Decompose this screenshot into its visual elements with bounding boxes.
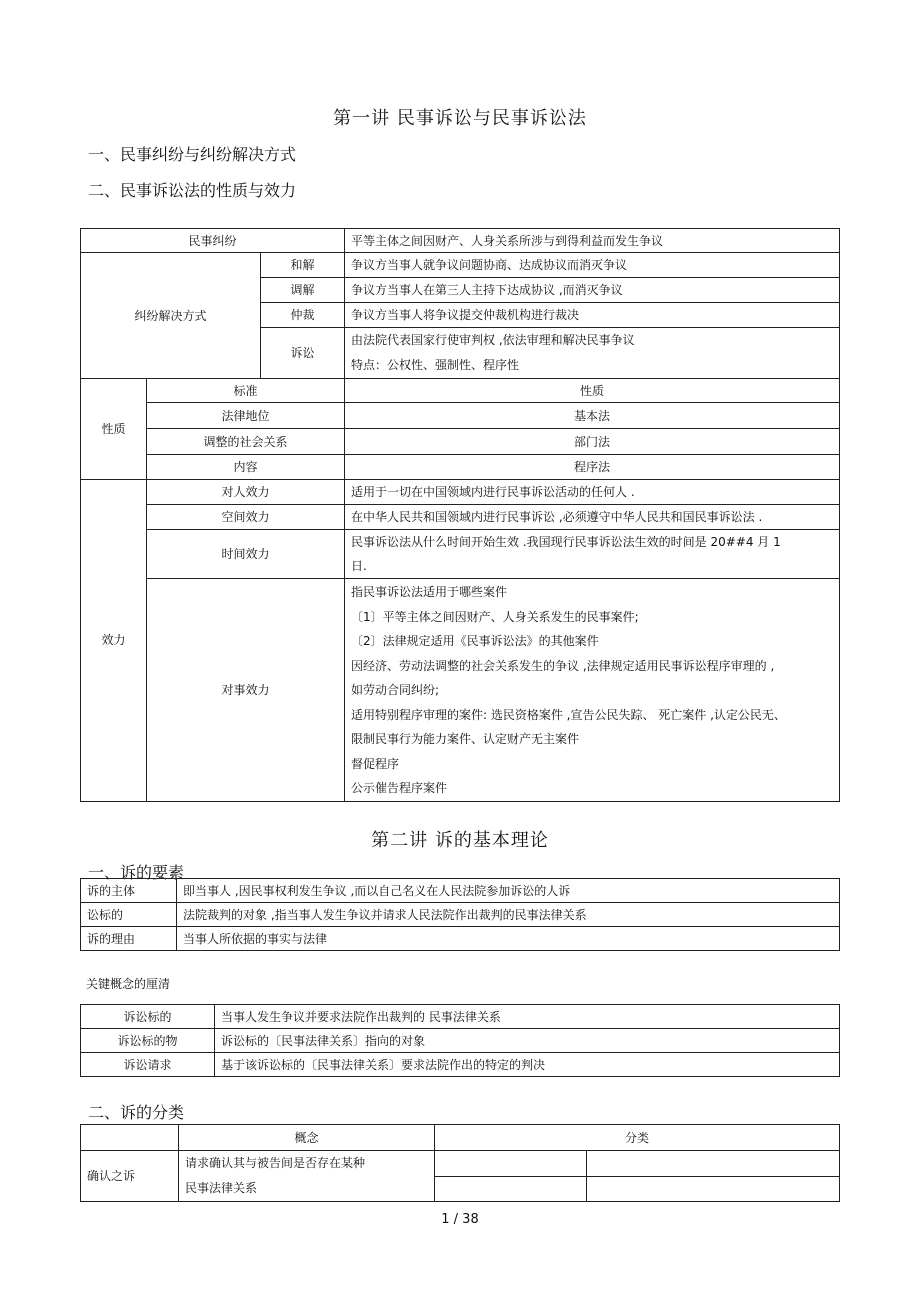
effect-matter-line: 适用特别程序审理的案件: 选民资格案件 ,宣告公民失踪、 死亡案件 ,认定公民无、 xyxy=(351,707,786,722)
litigation-features: 特点：公权性、强制性、程序性 xyxy=(351,358,520,372)
method-name: 和解 xyxy=(261,253,345,278)
nature-label: 性质 xyxy=(81,379,147,480)
method-name: 调解 xyxy=(261,278,345,303)
effect-person-desc: 适用于一切在中国领域内进行民事诉讼活动的任何人 . xyxy=(345,480,840,505)
method-name: 仲裁 xyxy=(261,303,345,328)
method-desc: 争议方当事人在第三人主持下达成协议 ,而消灭争议 xyxy=(345,278,840,303)
effect-space-desc: 在中华人民共和国领域内进行民事诉讼 ,必须遵守中华人民共和国民事诉讼法 . xyxy=(345,505,840,530)
nature-head-standard: 标准 xyxy=(147,379,345,403)
nature-value: 程序法 xyxy=(345,455,840,480)
effect-time-line: 日. xyxy=(351,559,367,573)
dispute-definition: 平等主体之间因财产、人身关系所涉与到得利益而发生争议 xyxy=(345,229,840,253)
dispute-label: 民事纠纷 xyxy=(81,229,345,253)
classification-head-concept: 概念 xyxy=(179,1125,435,1151)
classification-table xyxy=(80,1124,840,1202)
page-number: 1 / 38 xyxy=(441,1212,479,1227)
section-2-heading: 二、民事诉讼法的性质与效力 xyxy=(88,181,297,200)
effect-matter-line: 因经济、劳动法调整的社会关系发生的争议 ,法律规定适用民事诉讼程序审理的 , xyxy=(351,658,775,673)
effect-space-name: 空间效力 xyxy=(147,505,345,530)
litigation-desc: 由法院代表国家行使审判权 ,依法审理和解决民事争议 xyxy=(351,333,635,347)
element-key: 诉的理由 xyxy=(81,927,177,951)
classification-heading: 二、诉的分类 xyxy=(88,1103,185,1122)
nature-standard: 法律地位 xyxy=(147,403,345,429)
elements-table xyxy=(80,878,840,951)
lecture2-title: 第二讲 诉的基本理论 xyxy=(371,830,549,851)
concept-value: 诉讼标的〔民事法律关系〕指向的对象 xyxy=(215,1029,840,1053)
dispute-table xyxy=(80,228,840,802)
method-label: 纠纷解决方式 xyxy=(81,253,261,379)
element-value: 法院裁判的对象 ,指当事人发生争议并请求人民法院作出裁判的民事法律关系 xyxy=(177,903,840,927)
element-value: 当事人所依据的事实与法律 xyxy=(177,927,840,951)
concept-key: 诉讼标的 xyxy=(81,1005,215,1029)
classification-head-class: 分类 xyxy=(435,1125,840,1151)
nature-standard: 调整的社会关系 xyxy=(147,429,345,455)
nature-head-nature: 性质 xyxy=(345,379,840,403)
nature-standard: 内容 xyxy=(147,455,345,480)
section-1-heading: 一、民事纠纷与纠纷解决方式 xyxy=(88,145,297,164)
nature-value: 基本法 xyxy=(345,403,840,429)
lecture1-title: 第一讲 民事诉讼与民事诉讼法 xyxy=(333,108,587,129)
element-value: 即当事人 ,因民事权利发生争议 ,而以自己名义在人民法院参加诉讼的人诉 xyxy=(177,879,840,903)
method-desc: 争议方当事人就争议问题协商、达成协议而消灭争议 xyxy=(345,253,840,278)
classification-row-concept: 民事法律关系 xyxy=(185,1181,258,1195)
classification-row-concept: 请求确认其与被告间是否存在某种 xyxy=(185,1156,366,1170)
element-key: 诉的主体 xyxy=(81,879,177,903)
effect-matter-line: 督促程序 xyxy=(351,756,400,771)
concept-value: 基于该诉讼标的〔民事法律关系〕要求法院作出的特定的判决 xyxy=(215,1053,840,1077)
classification-row-name: 确认之诉 xyxy=(81,1151,179,1202)
effect-matter-line: 〔2〕法律规定适用《民事诉讼法》的其他案件 xyxy=(351,634,599,648)
element-key: 讼标的 xyxy=(81,903,177,927)
concepts-heading: 关键概念的厘清 xyxy=(86,977,171,991)
effect-matter-line: 公示催告程序案件 xyxy=(351,781,448,795)
concept-key: 诉讼标的物 xyxy=(81,1029,215,1053)
effect-matter-line: 如劳动合同纠纷; xyxy=(351,683,440,697)
effect-matter-line: 限制民事行为能力案件、认定财产无主案件 xyxy=(351,732,580,746)
elements-heading: 一、诉的要素 xyxy=(88,863,185,882)
concept-key: 诉讼请求 xyxy=(81,1053,215,1077)
effect-time-name: 时间效力 xyxy=(147,530,345,579)
method-name: 诉讼 xyxy=(261,328,345,379)
effect-time-line: 民事诉讼法从什么时间开始生效 .我国现行民事诉讼法生效的时间是 20##4 月 1 xyxy=(351,535,781,549)
effect-person-name: 对人效力 xyxy=(147,480,345,505)
concepts-table xyxy=(80,1004,840,1077)
effect-label: 效力 xyxy=(81,480,147,802)
concept-value: 当事人发生争议并要求法院作出裁判的 民事法律关系 xyxy=(215,1005,840,1029)
effect-matter-line: 指民事诉讼法适用于哪些案件 xyxy=(351,585,508,599)
effect-matter-line: 〔1〕平等主体之间因财产、人身关系发生的民事案件; xyxy=(351,609,639,624)
effect-matter-name: 对事效力 xyxy=(147,579,345,802)
method-desc: 争议方当事人将争议提交仲裁机构进行裁决 xyxy=(345,303,840,328)
nature-value: 部门法 xyxy=(345,429,840,455)
